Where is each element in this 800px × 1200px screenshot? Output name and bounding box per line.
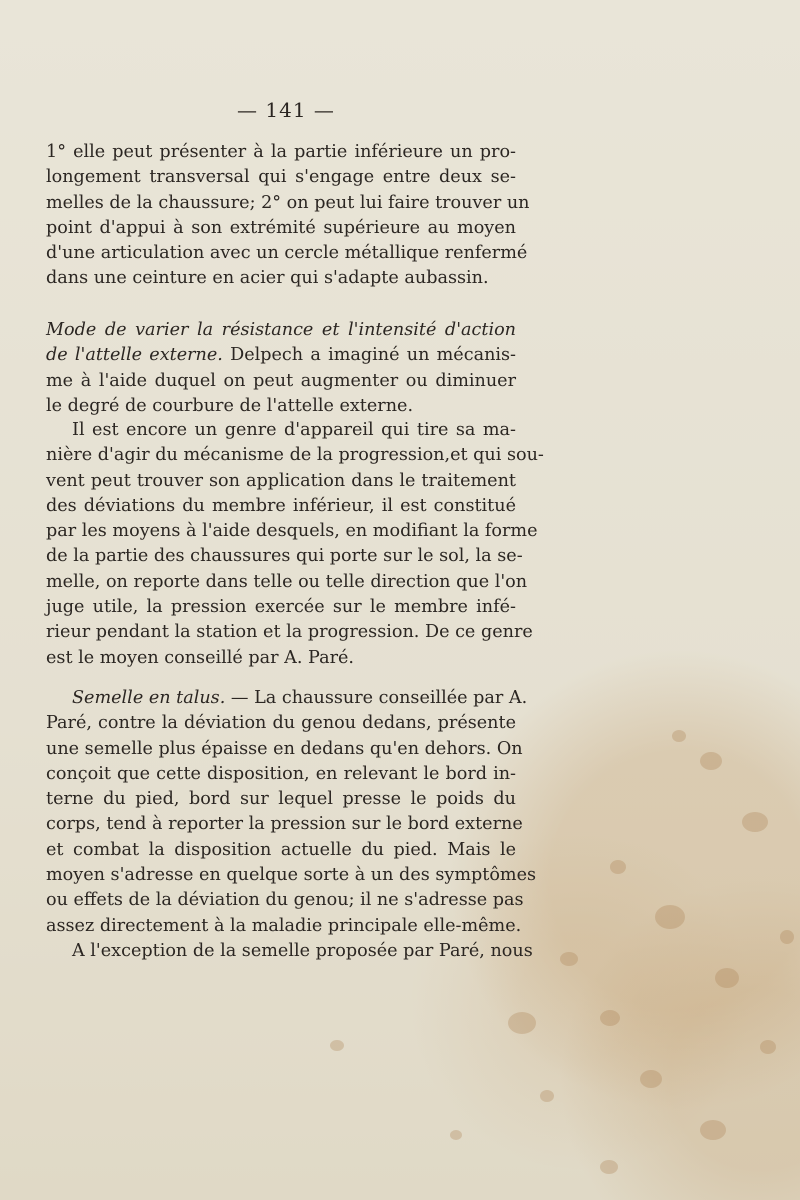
text-line: point d'appui à son extrémité supérieure au moyen bbox=[46, 217, 516, 238]
text-run: Delpech a imaginé un mécanis- bbox=[222, 345, 516, 366]
text-line: des déviations du membre inférieur, il est constitué bbox=[46, 495, 516, 516]
text-line: juge utile, la pression exercée sur le membre infé- bbox=[46, 597, 516, 618]
text-line: melle, on reporte dans telle ou telle direction que l'on bbox=[46, 571, 528, 592]
page-number: — 141 — bbox=[237, 98, 335, 122]
foxing-spot bbox=[700, 752, 722, 770]
text-line: ou effets de la déviation du genou; il ne s'adresse pas bbox=[46, 890, 524, 911]
paragraph-semelle bbox=[46, 686, 537, 964]
text-line: est le moyen conseillé par A. Paré. bbox=[46, 647, 354, 668]
paragraph-appareil bbox=[46, 418, 544, 671]
text-line: le degré de courbure de l'attelle externe. bbox=[46, 395, 414, 416]
foxing-spot bbox=[655, 905, 685, 929]
text-line: conçoit que cette disposition, en relevant le bord in- bbox=[46, 763, 516, 784]
foxing-spot bbox=[700, 1120, 726, 1140]
text-line: A l'exception de la semelle proposée par Paré, nous bbox=[72, 940, 533, 961]
foxing-spot bbox=[715, 968, 739, 988]
foxing-spot bbox=[600, 1010, 620, 1026]
foxing-spot bbox=[610, 860, 626, 874]
text-line: de la partie des chaussures qui porte sur le sol, la se- bbox=[46, 546, 523, 567]
text-line: d'une articulation avec un cercle métallique renfermé bbox=[46, 243, 528, 264]
paragraph-continuation bbox=[46, 140, 530, 292]
foxing-spot bbox=[560, 952, 578, 966]
text-line bbox=[46, 686, 528, 711]
text-line: par les moyens à l'aide desquels, en modifiant la forme bbox=[46, 521, 538, 542]
text-line: corps, tend à reporter la pression sur le bord externe bbox=[46, 814, 523, 835]
section-heading-end: de l'attelle externe. bbox=[46, 345, 223, 366]
text-line: melles de la chaussure; 2° on peut lui faire trouver un bbox=[46, 192, 530, 213]
text-line bbox=[46, 343, 516, 368]
foxing-spot bbox=[672, 730, 686, 742]
text-line: assez directement à la maladie principale elle-même. bbox=[46, 915, 522, 936]
foxing-spot bbox=[780, 930, 794, 944]
text-line: vent peut trouver son application dans le traitement bbox=[46, 470, 516, 491]
foxing-spot bbox=[742, 812, 768, 832]
text-line: terne du pied, bord sur lequel presse le poids du bbox=[46, 789, 516, 810]
text-line: moyen s'adresse en quelque sorte à un des symptômes bbox=[46, 865, 537, 886]
text-line: et combat la disposition actuelle du pied. Mais le bbox=[46, 839, 516, 860]
paragraph-attelle bbox=[46, 318, 516, 419]
text-line: Il est encore un genre d'appareil qui tire sa ma- bbox=[72, 420, 516, 440]
foxing-spot bbox=[508, 1012, 536, 1034]
text-line: me à l'aide duquel on peut augmenter ou diminuer bbox=[46, 370, 516, 391]
foxing-spot bbox=[330, 1040, 344, 1051]
section-heading-line: Mode de varier la résistance et l'intensité d'action bbox=[46, 320, 516, 340]
foxing-spot bbox=[600, 1160, 618, 1174]
text-run: — La chaussure conseillée par A. bbox=[225, 688, 528, 708]
text-line: dans une ceinture en acier qui s'adapte aubassin. bbox=[46, 268, 489, 289]
foxing-spot bbox=[640, 1070, 662, 1088]
section-heading: Semelle en talus. bbox=[72, 688, 226, 708]
text-line: longement transversal qui s'engage entre deux se- bbox=[46, 167, 516, 188]
text-line: 1° elle peut présenter à la partie inférieure un pro- bbox=[46, 142, 516, 162]
foxing-spot bbox=[450, 1130, 462, 1140]
text-line: rieur pendant la station et la progression. De ce genre bbox=[46, 622, 533, 643]
text-line: une semelle plus épaisse en dedans qu'en dehors. On bbox=[46, 738, 523, 759]
text-line: nière d'agir du mécanisme de la progression,et qui sou- bbox=[46, 445, 544, 466]
foxing-spot bbox=[760, 1040, 776, 1054]
foxing-spot bbox=[540, 1090, 554, 1102]
text-line: Paré, contre la déviation du genou dedans, présente bbox=[46, 713, 516, 734]
